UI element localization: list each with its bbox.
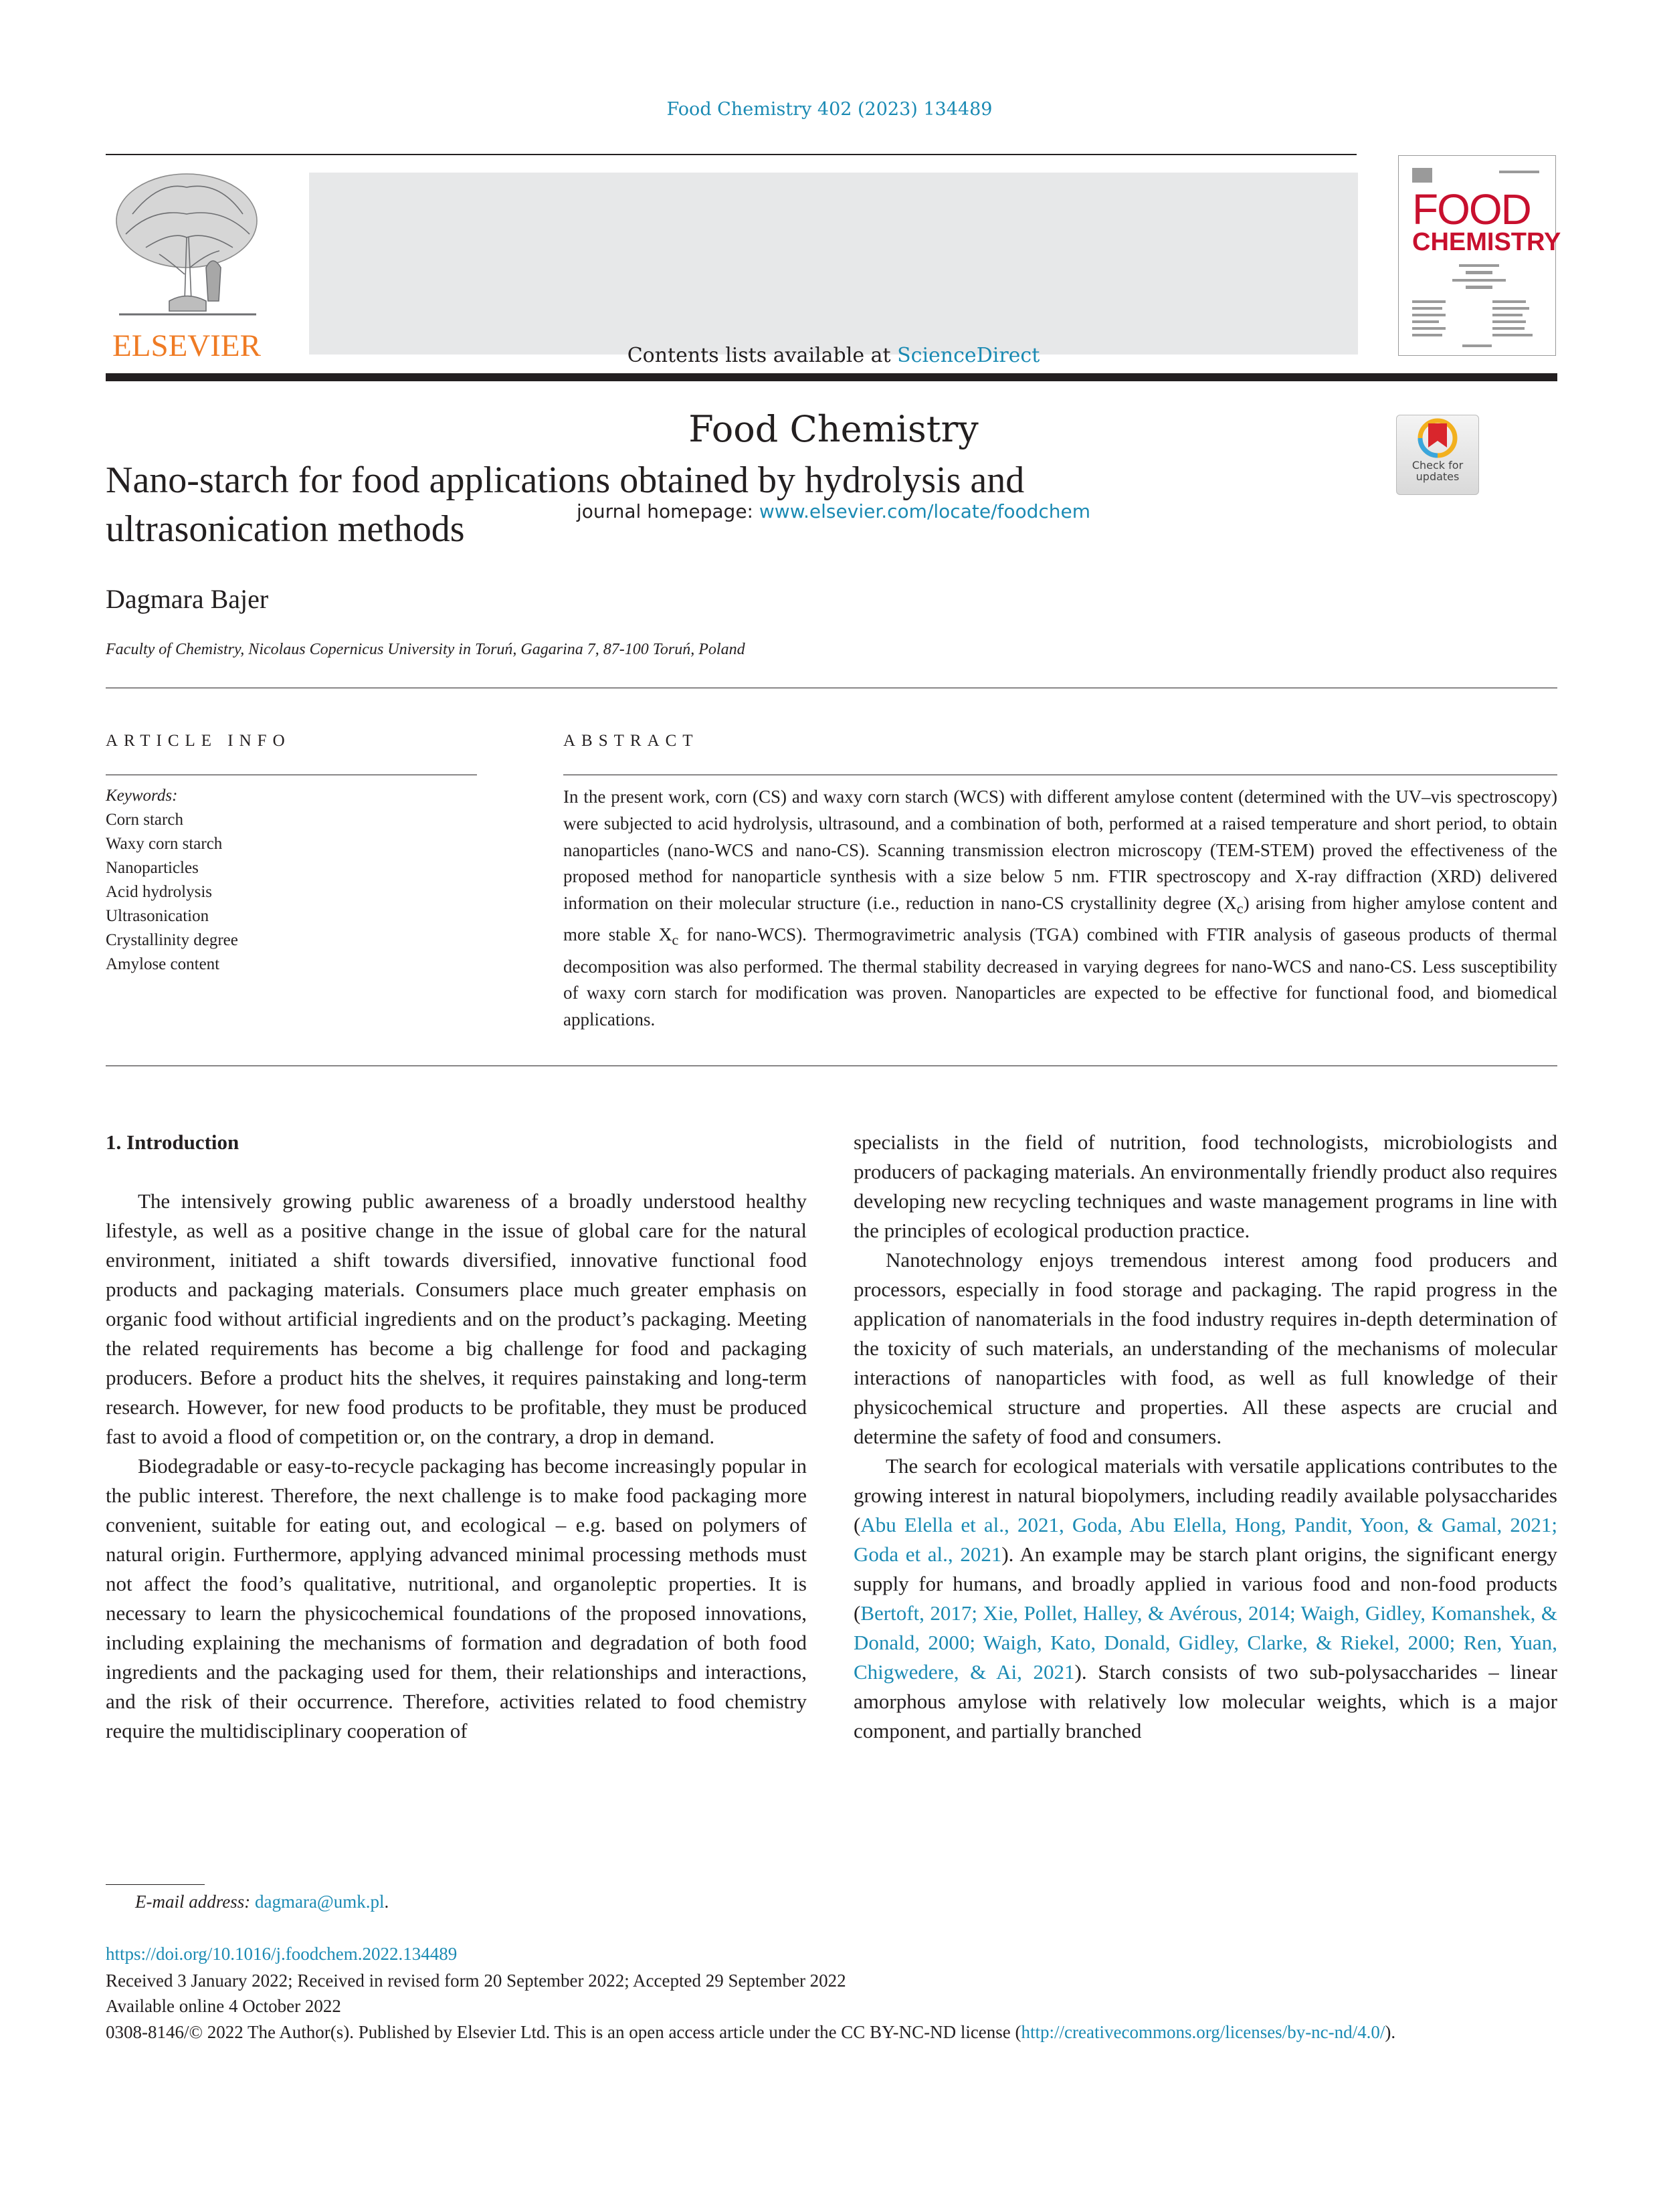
- keywords-list: [106, 784, 238, 977]
- contents-prefix: Contents lists available at: [627, 344, 891, 367]
- email-label: E-mail address:: [135, 1892, 251, 1912]
- license-statement: [106, 2020, 1557, 2045]
- elsevier-logo: [106, 167, 268, 361]
- doi-line[interactable]: [106, 1944, 457, 1965]
- paragraph: Nanotechnology enjoys tremendous interest among food producers and processors, especially in food storage and packaging. The rapid progress in the application of nanomaterials in the food industry requires in-depth determination of the toxicity of such materials, an understanding of the mechanisms of molecular interactions of nanoparticles with food, as well as full knowledge of their physicochemical structure and properties. All these aspects are crucial and determine the safety of food and consumers.: [854, 1248, 1557, 1448]
- paragraph: Biodegradable or easy-to-recycle packaging has become increasingly popular in the public interest. Therefore, the next challenge is to make food packaging more convenient, suitable for eating out, and ecological – e.g. based on polymers of natural origin. Furthermore, applying advanced minimal processing methods must not affect the food’s qualitative, nutritional, and organoleptic properties. It is necessary to learn the physicochemical foundations of the proposed innovations, including explaining the mechanisms of formation and degradation of both food ingredients and the packaging used for them, their relationships and interactions, and the risk of their occurrence. Therefore, activities related to food chemistry require the multidisciplinary cooperation of: [106, 1454, 807, 1742]
- article-title-line-2: ultrasonication methods: [106, 508, 465, 550]
- keywords-label: Keywords:: [106, 787, 178, 805]
- elsevier-wordmark: ELSEVIER: [112, 328, 261, 363]
- license-text: 0308-8146/© 2022 The Author(s). Published by Elsevier Ltd. This is an open access article under the CC BY-NC-ND license (: [106, 2022, 1021, 2042]
- footnote-rule: [106, 1884, 205, 1885]
- masthead-top-rule: [106, 154, 1357, 155]
- abstract-text-part-1: In the present work, corn (CS) and waxy corn starch (WCS) with different amylose content (determined with the UV–vis spectroscopy) were subjected to acid hydrolysis, ultrasound, and a combination of both, performed at a raised temperature and short period, to obtain nanoparticles (nano-WCS and nano-CS). Scanning transmission electron microscopy (TEM-STEM) proved the effectiveness of the proposed method for nanoparticle synthesis with a size below 5 nm. FTIR spectroscopy and X-ray diffraction (XRD) delivered information on their molecular structure (i.e., reduction in nano-CS crystallinity degree (X: [563, 787, 1557, 914]
- paragraph: specialists in the field of nutrition, food technologists, microbiologists and producers of packaging materials. An environmentally friendly product also requires developing new recycling techniques and waste management programs in line with the principles of ecological production practice.: [854, 1130, 1557, 1242]
- paragraph: The intensively growing public awareness of a broadly understood healthy lifestyle, as well as a positive change in the issue of global care for the natural environment, initiated a shift towards diversified, innovative functional food products and packaging materials. Consumers place much greater emphasis on organic food without artificial ingredients and on the product’s packaging. Meeting the related requirements has become a big challenge for food and packaging producers. Before a product hits the shelves, it requires painstaking and long-term research. However, for new food products to be profitable, they must be produced fast to avoid a flood of competition or, on the contrary, a drop in demand.: [106, 1189, 807, 1448]
- abstract-text-part-3: for nano-WCS). Thermogravimetric analysis (TGA) combined with FTIR analysis of gaseous products of thermal decomposition was also performed. The thermal stability decreased in varying degrees for nano-WCS and nano-CS. Less susceptibility of waxy corn starch for modification was proven. Nanoparticles are expected to be effective for functional food, and biomedical applications.: [563, 924, 1558, 1030]
- received-dates: Received 3 January 2022; Received in revised form 20 September 2022; Accepted 29 September 2022: [106, 1971, 846, 1991]
- citation-link[interactable]: Abu Elella et al., 2021, Goda, Abu Elella, Hong, Pandit, Yoon, & Gamal, 2021; Goda et al., 2021: [854, 1513, 1557, 1566]
- paragraph: [854, 1451, 1557, 1746]
- abstract-text-part-2: ) arising from higher amylose content and more stable X: [563, 893, 1557, 945]
- license-end: ).: [1385, 2022, 1396, 2042]
- crossmark-label-line-1: Check for: [1411, 459, 1464, 472]
- abstract-text: [563, 784, 1557, 1033]
- sciencedirect-link[interactable]: ScienceDirect: [897, 344, 1040, 367]
- keyword-item: Nanoparticles: [106, 859, 199, 877]
- doi-link[interactable]: https://doi.org/10.1016/j.foodchem.2022.134489: [106, 1944, 458, 1964]
- masthead-thick-rule: [106, 373, 1557, 381]
- author-affiliation: Faculty of Chemistry, Nicolaus Copernicus University in Toruń, Gagarina 7, 87-100 Toruń, Poland: [106, 641, 745, 658]
- license-link[interactable]: http://creativecommons.org/licenses/by-nc-nd/4.0/: [1021, 2022, 1385, 2042]
- body-column-right: [854, 1128, 1557, 1746]
- keyword-item: Corn starch: [106, 811, 183, 829]
- available-online-date: Available online 4 October 2022: [106, 1996, 341, 2016]
- crossmark-icon: [1397, 415, 1478, 462]
- article-title-line-1: Nano-starch for food applications obtained by hydrolysis and: [106, 460, 1025, 501]
- paragraph-text: The search for ecological materials with versatile applications contributes to the growing interest in natural biopolymers, including readily available polysaccharides (: [854, 1454, 1557, 1536]
- contents-available-line: [309, 344, 1358, 367]
- article-info-heading: ARTICLE INFO: [106, 732, 291, 750]
- cover-title-chemistry: CHEMISTRY: [1412, 228, 1561, 256]
- keyword-item: Waxy corn starch: [106, 835, 223, 853]
- journal-homepage-link[interactable]: www.elsevier.com/locate/foodchem: [759, 500, 1091, 522]
- crossmark-label-line-2: updates: [1416, 470, 1460, 483]
- journal-name: Food Chemistry: [688, 408, 979, 450]
- keyword-item: Amylose content: [106, 955, 220, 973]
- body-column-left: [106, 1128, 807, 1746]
- crossmark-label: [1397, 460, 1478, 482]
- cover-title-food: FOOD: [1412, 185, 1531, 233]
- journal-citation[interactable]: [0, 99, 1659, 120]
- email-link[interactable]: dagmara@umk.pl: [254, 1892, 385, 1912]
- homepage-prefix: journal homepage:: [576, 500, 753, 522]
- check-for-updates-button[interactable]: [1396, 415, 1479, 495]
- abstract-subscript-c: c: [1236, 900, 1244, 917]
- article-title: [106, 456, 1310, 554]
- abstract-heading: ABSTRACT: [563, 732, 699, 750]
- keyword-item: Crystallinity degree: [106, 931, 238, 949]
- citation-link[interactable]: Bertoft, 2017; Xie, Pollet, Halley, & Avérous, 2014; Waigh, Gidley, Komanshek, & Donald, 2000; Waigh, Kato, Donald, Gidley, Clarke, & Riekel, 2000; Ren, Yuan, Chigwedere, & Ai, 2021: [854, 1601, 1557, 1684]
- email-footnote: [135, 1892, 389, 1912]
- email-end: .: [384, 1892, 389, 1912]
- cover-text-lines-icon: [1399, 156, 1555, 355]
- keyword-item: Acid hydrolysis: [106, 883, 213, 901]
- paragraph-text: ). Starch consists of two sub-polysaccharides – linear amorphous amylose with relatively low molecular weights, which is a major component, and partially branched: [854, 1660, 1557, 1742]
- journal-citation-link[interactable]: Food Chemistry 402 (2023) 134489: [666, 99, 993, 120]
- keyword-item: Ultrasonication: [106, 907, 209, 925]
- journal-cover-thumbnail[interactable]: [1398, 155, 1561, 356]
- section-heading-introduction: 1. Introduction: [106, 1130, 239, 1154]
- author-name: Dagmara Bajer: [106, 584, 269, 614]
- elsevier-tree-icon: [106, 167, 268, 321]
- paragraph-text: ). An example may be starch plant origins, the significant energy supply for humans, and broadly applied in various food and non-food products (: [854, 1542, 1558, 1625]
- abstract-subscript-c: c: [672, 931, 679, 948]
